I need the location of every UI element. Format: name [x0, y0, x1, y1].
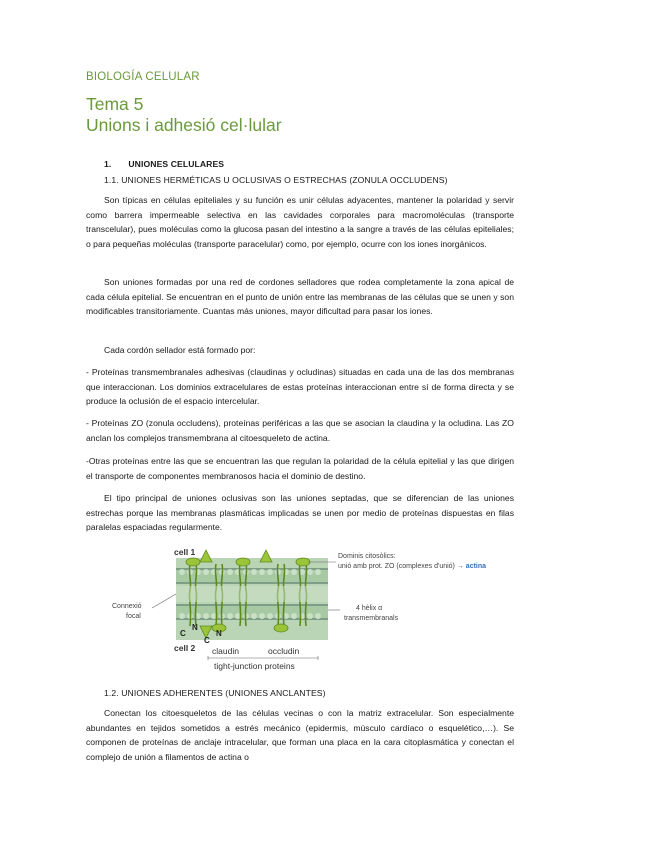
label-c2: C [204, 636, 210, 645]
cell-2-label: cell 2 [174, 643, 196, 653]
paragraph-3: Cada cordón sellador está formado por: [104, 345, 256, 355]
dominis-label-2: unió amb prot. ZO (complexes d'unió) → actina [338, 563, 487, 570]
bullet-2: - Proteínas ZO (zonula occludens), proteínas periféricas a las que se asocian la claudina y la ocludina. Las ZO anclan los complejos transmembrana al citoesqueleto de actina. [86, 418, 514, 443]
paragraph-4: El tipo principal de uniones oclusivas son las uniones septadas, que se diferencian de las uniones estrechas porque las membranas plasmáticas implicadas se unen por medio de proteínas dispuestas en filas paralelas espaciadas regularmente. [86, 493, 514, 533]
dominis-label-1: Dominis citosòlics: [338, 553, 396, 560]
section-1-title: UNIONES CELULARES [128, 159, 225, 169]
label-n1: N [192, 623, 198, 632]
title-line-1: Tema 5 [86, 94, 144, 114]
bullet-3: -Otras proteínas entre las que se encuentran las que regulan la polaridad de la célula epitelial y las que dirigen el transporte de componentes membranosos hacia el dominio de destino. [86, 456, 514, 481]
paragraph-2: Son uniones formadas por una red de cordones selladores que rodea completamente la zona apical de cada célula epitelial. Se encuentran en el punto de unión entre las membranas de las células que se unen y son modificables transitoriamente. Cuantas más uniones, mayor dificultad para pasar los iones. [86, 277, 514, 317]
claudin-label: claudin [212, 646, 239, 656]
occludin-label: occludin [268, 646, 300, 656]
paragraph-1: Son típicas en células epiteliales y su función es unir células adyacentes, mantener la polaridad y servir como barrera impermeable selectiva en las cavidades corporales para macromoléculas (transporte transcelular), pues moléculas como la glucosa pasan del intestino a la sangre a través de las células epiteliales; o para pequeñas moléculas (transporte paracelular) como, por ejemplo, ocurre con los iones inorgánicos. [86, 195, 514, 249]
section-1-1-heading: 1.1. UNIONES HERMÉTICAS U OCLUSIVAS O ESTRECHAS (ZONULA OCCLUDENS) [104, 175, 448, 185]
bullet-1: - Proteínas transmembranales adhesivas (claudinas y ocludinas) situadas en cada una de las dos membranas que interaccionan. Los dominios extracelulares de estas proteínas interaccionan entre sí de forma directa y se produce la oclusión de el espacio intercelular. [86, 367, 514, 407]
page-title [86, 94, 282, 136]
title-line-2: Unions i adhesió cel·lular [86, 115, 282, 135]
tight-junction-label: tight-junction proteins [214, 661, 295, 671]
label-n2: N [216, 629, 222, 638]
section-1-heading [104, 159, 224, 169]
tight-junction-figure [108, 546, 528, 672]
paragraph-5: Conectan los citoesqueletos de las células vecinas o con la matriz extracelular. Son especialmente abundantes en tejidos sometidos a estrés mecánico (epidermis, músculo cardíaco o esquelético,…). Se componen de proteínas de anclaje intracelular, que forman una placa en la cara citoplasmática y conectan el complejo de unión a filamentos de actina o [86, 708, 514, 762]
connexio-label-1: Connexió [112, 603, 142, 610]
cell-1-label: cell 1 [174, 547, 196, 557]
helix-label-1: 4 hèlix α [356, 605, 383, 612]
connexio-label-2: focal [126, 613, 141, 620]
section-1-2-heading: 1.2. UNIONES ADHERENTES (UNIONES ANCLANTES) [104, 688, 326, 698]
connexio-leader [152, 594, 176, 608]
helix-label-2: transmembranals [344, 615, 399, 622]
label-c1: C [180, 629, 186, 638]
section-1-number: 1. [104, 159, 112, 169]
subject-label: BIOLOGÍA CELULAR [86, 71, 200, 83]
